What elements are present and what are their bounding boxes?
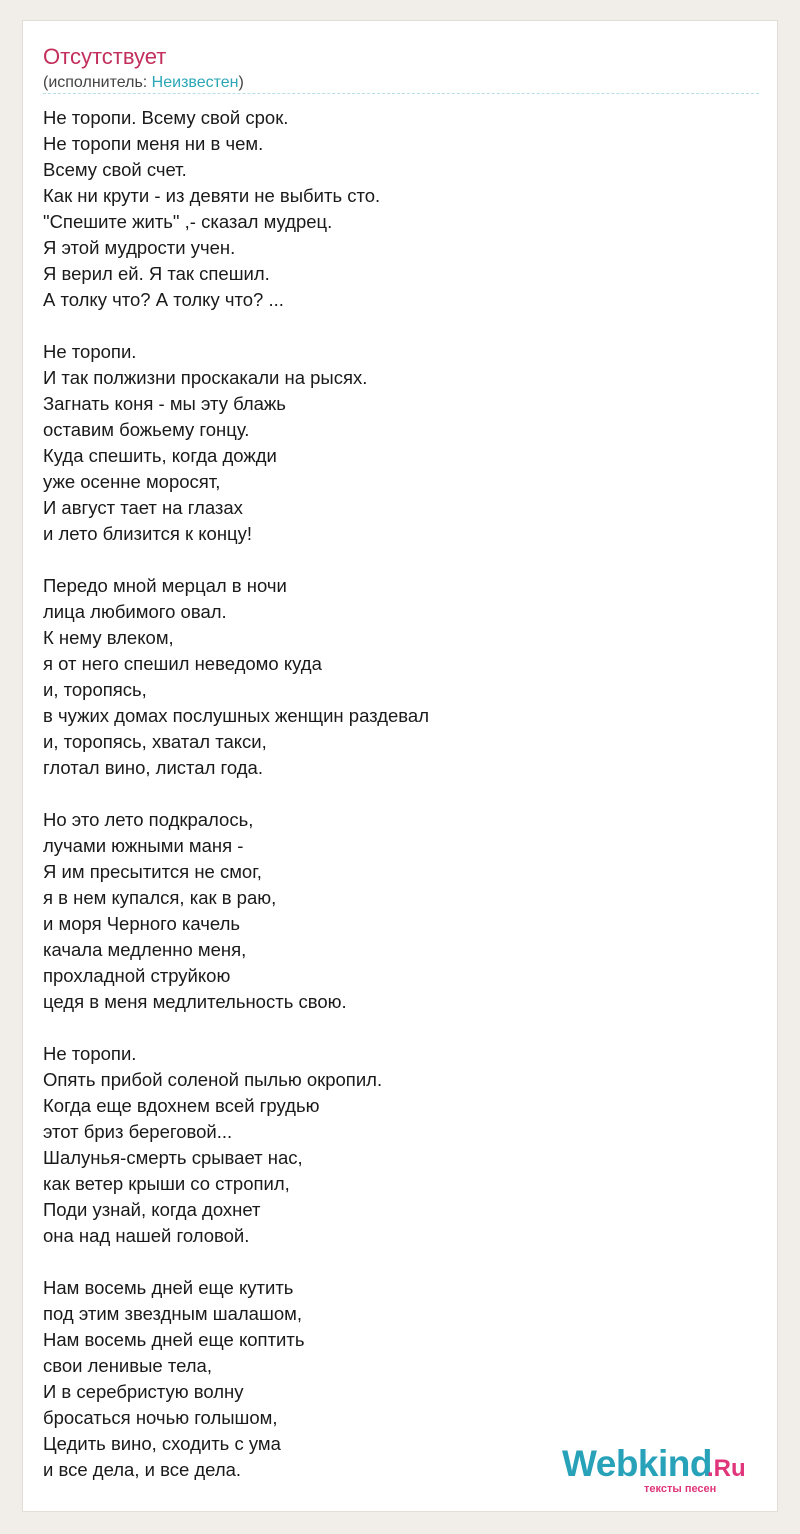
logo-wordmark: Webkind: [562, 1443, 712, 1484]
lyrics-stanza: [43, 105, 743, 313]
lyrics-line: Поди узнай, когда дохнет: [43, 1199, 261, 1220]
lyrics-line: бросаться ночью голышом,: [43, 1407, 278, 1428]
lyrics-line: Когда еще вдохнем всей грудью: [43, 1095, 320, 1116]
lyrics-line: И так полжизни проскакали на рысях.: [43, 367, 368, 388]
lyrics-stanza: [43, 339, 743, 547]
lyrics-line: цедя в меня медлительность свою.: [43, 991, 347, 1012]
lyrics-line: Я им пресытится не смог,: [43, 861, 262, 882]
artist-prefix: (исполнитель:: [43, 74, 152, 91]
lyrics-line: Нам восемь дней еще кутить: [43, 1277, 294, 1298]
lyrics-line: "Спешите жить" ,- сказал мудрец.: [43, 211, 333, 232]
lyrics-line: в чужих домах послушных женщин раздевал: [43, 705, 430, 726]
lyrics-line: глотал вино, листал года.: [43, 757, 263, 778]
lyrics-line: Не торопи меня ни в чем.: [43, 133, 264, 154]
artist-link[interactable]: Неизвестен: [151, 74, 239, 91]
lyrics-line: лица любимого овал.: [43, 601, 227, 622]
lyrics-line: И август тает на глазах: [43, 497, 243, 518]
lyrics-line: Шалунья-смерть срывает нас,: [43, 1147, 303, 1168]
lyrics-line: Не торопи.: [43, 341, 137, 362]
lyrics-line: К нему влеком,: [43, 627, 174, 648]
lyrics-line: Опять прибой соленой пылью окропил.: [43, 1069, 383, 1090]
lyrics-line: Цедить вино, сходить с ума: [43, 1433, 281, 1454]
lyrics-line: Я верил ей. Я так спешил.: [43, 263, 270, 284]
lyrics-line: Всему свой счет.: [43, 159, 187, 180]
lyrics-line: и, торопясь,: [43, 679, 147, 700]
song-title: Отсутствует: [43, 44, 167, 69]
logo-domain: .Ru: [707, 1455, 746, 1482]
lyrics-line: А толку что? А толку что? ...: [43, 289, 284, 310]
lyrics-line: и, торопясь, хватал такси,: [43, 731, 267, 752]
artist-line: [43, 73, 244, 93]
lyrics-line: прохладной струйкою: [43, 965, 231, 986]
lyrics-line: Загнать коня - мы эту блажь: [43, 393, 286, 414]
lyrics-stanza: [43, 1041, 743, 1249]
lyrics-line: качала медленно меня,: [43, 939, 247, 960]
artist-suffix: ): [238, 74, 244, 91]
lyrics-line: лучами южными маня -: [43, 835, 244, 856]
lyrics-line: Я этой мудрости учен.: [43, 237, 236, 258]
lyrics-line: и моря Черного качель: [43, 913, 241, 934]
lyrics-line: уже осенне моросят,: [43, 471, 221, 492]
lyrics-stanza: [43, 807, 743, 1015]
logo-tagline: тексты песен: [644, 1483, 717, 1495]
lyrics-line: свои ленивые тела,: [43, 1355, 212, 1376]
lyrics-line: она над нашей головой.: [43, 1225, 250, 1246]
lyrics-card: [22, 20, 778, 1512]
lyrics-line: как ветер крыши со стропил,: [43, 1173, 290, 1194]
lyrics-line: Не торопи.: [43, 1043, 137, 1064]
lyrics-line: Как ни крути - из девяти не выбить сто.: [43, 185, 381, 206]
lyrics-line: я от него спешил неведомо куда: [43, 653, 322, 674]
lyrics-line: под этим звездным шалашом,: [43, 1303, 302, 1324]
webkind-logo[interactable]: [562, 1442, 762, 1498]
lyrics-text: [43, 105, 743, 1509]
lyrics-line: оставим божьему гонцу.: [43, 419, 250, 440]
lyrics-line: Не торопи. Всему свой срок.: [43, 107, 289, 128]
lyrics-line: Нам восемь дней еще коптить: [43, 1329, 305, 1350]
lyrics-line: Передо мной мерцал в ночи: [43, 575, 287, 596]
lyrics-line: Но это лето подкралось,: [43, 809, 254, 830]
lyrics-line: и все дела, и все дела.: [43, 1459, 242, 1480]
dashed-divider: [43, 93, 759, 94]
lyrics-stanza: [43, 573, 743, 781]
lyrics-line: И в серебристую волну: [43, 1381, 244, 1402]
lyrics-line: я в нем купался, как в раю,: [43, 887, 277, 908]
lyrics-line: и лето близится к концу!: [43, 523, 253, 544]
lyrics-line: Куда спешить, когда дожди: [43, 445, 277, 466]
lyrics-line: этот бриз береговой...: [43, 1121, 233, 1142]
